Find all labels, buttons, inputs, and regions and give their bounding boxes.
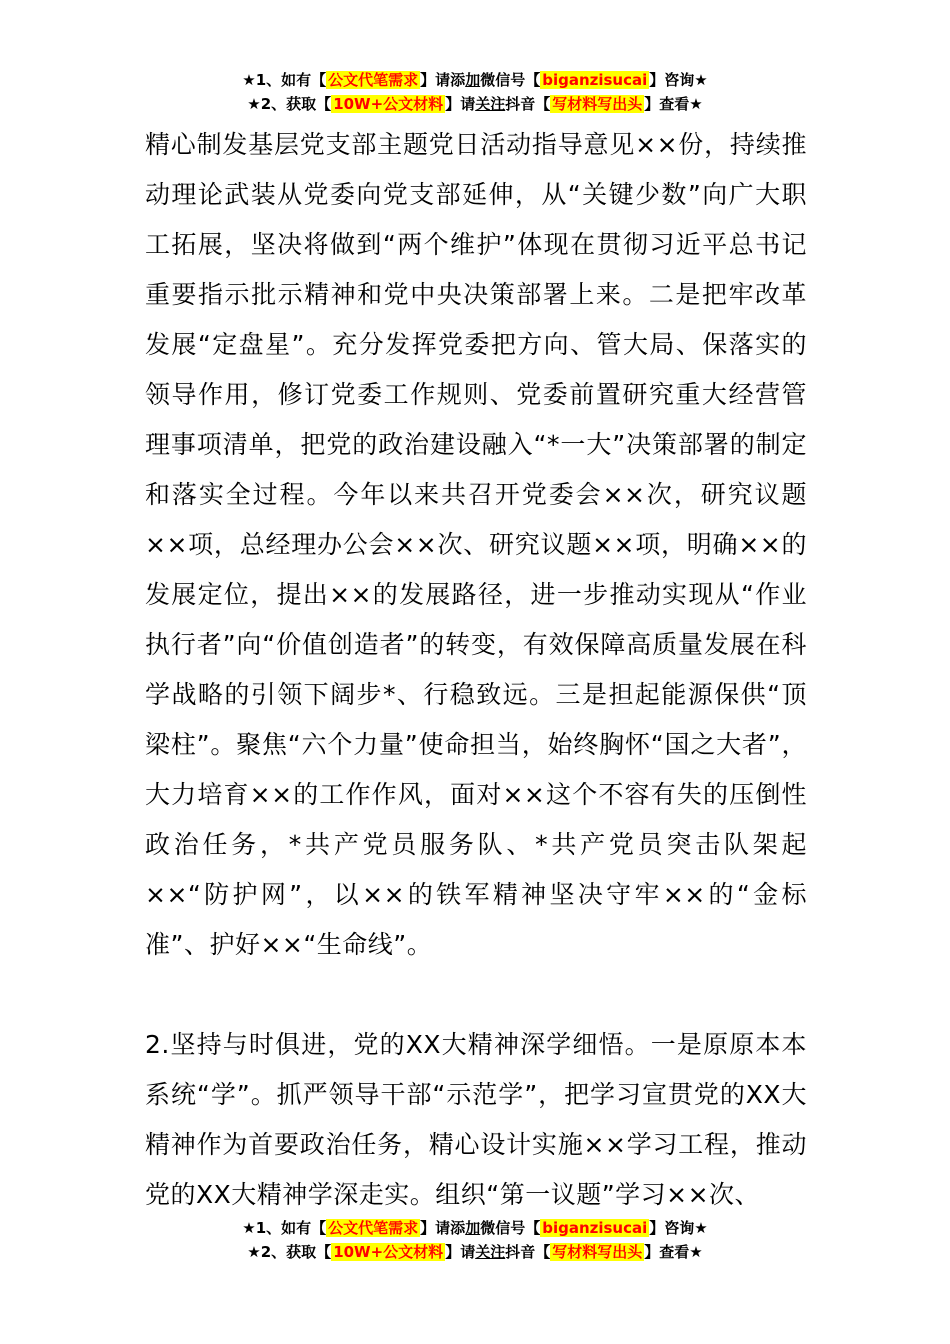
notice-text: ★1、如有【	[242, 1219, 327, 1237]
notice-line-2	[0, 1240, 950, 1264]
footer-notice-banner	[0, 1216, 950, 1264]
notice-text: ★2、获取【	[247, 1243, 332, 1261]
highlight-douyin: 写材料写出头	[552, 1243, 643, 1261]
paragraph-2: 2.坚持与时俱进，党的XX大精神深学细悟。一是原原本本系统“学”。抓严领导干部“示范学”，把学习宣贯党的XX大精神作为首要政治任务，精心设计实施××学习工程，推动党的XX大精神学深走实。组织“第一议题”学习××次、	[145, 1030, 807, 1209]
highlight-materials: 10W+公文材料	[333, 95, 444, 113]
notice-emphasis: 加	[465, 71, 481, 89]
highlight-wechat-id: biganzisucai	[542, 1219, 648, 1237]
notice-line-1	[0, 68, 950, 92]
notice-text: 】请添	[420, 1219, 466, 1237]
notice-text: 抖音【	[505, 95, 551, 113]
header-notice-banner	[0, 68, 950, 116]
highlight-wechat-id: biganzisucai	[542, 71, 648, 89]
notice-text: 微信号【	[480, 71, 541, 89]
document-body-section-2	[145, 1020, 807, 1220]
highlight-service: 公文代笔需求	[328, 71, 419, 89]
paragraph-1: 精心制发基层党支部主题党日活动指导意见××份，持续推动理论武装从党委向党支部延伸，从“关键少数”向广大职工拓展，坚决将做到“两个维护”体现在贯彻习近平总书记重要指示批示精神和党中央决策部署上来。二是把牢改革发展“定盘星”。充分发挥党委把方向、管大局、保落实的领导作用，修订党委工作规则、党委前置研究重大经营管理事项清单，把党的政治建设融入“*一大”决策部署的制定和落实全过程。今年以来共召开党委会××次，研究议题××项，总经理办公会××次、研究议题××项，明确××的发展定位，提出××的发展路径，进一步推动实现从“作业执行者”向“价值创造者”的转变，有效保障高质量发展在科学战略的引领下阔步*、行稳致远。三是担起能源保供“顶梁柱”。聚焦“六个力量”使命担当，始终胸怀“国之大者”，大力培育××的工作作风，面对××这个不容有失的压倒性政治任务，*共产党员服务队、*共产党员突击队架起××“防护网”，以××的铁军精神坚决守牢××的“金标准”、护好××“生命线”。	[145, 130, 807, 959]
notice-text: 】请	[445, 95, 476, 113]
notice-emphasis: 加	[465, 1219, 481, 1237]
notice-text: ★2、获取【	[247, 95, 332, 113]
notice-text: 微信号【	[480, 1219, 541, 1237]
notice-line-1	[0, 1216, 950, 1240]
notice-text: 】咨询★	[649, 1219, 708, 1237]
notice-emphasis: 关注	[475, 95, 506, 113]
notice-text: 】查看★	[644, 1243, 703, 1261]
highlight-service: 公文代笔需求	[328, 1219, 419, 1237]
notice-text: 】请	[445, 1243, 476, 1261]
notice-text: 】查看★	[644, 95, 703, 113]
notice-text: 】咨询★	[649, 71, 708, 89]
highlight-materials: 10W+公文材料	[333, 1243, 444, 1261]
notice-text: ★1、如有【	[242, 71, 327, 89]
document-body-section-1	[145, 120, 807, 970]
notice-text: 抖音【	[505, 1243, 551, 1261]
notice-emphasis: 关注	[475, 1243, 506, 1261]
notice-text: 】请添	[420, 71, 466, 89]
notice-line-2	[0, 92, 950, 116]
highlight-douyin: 写材料写出头	[552, 95, 643, 113]
